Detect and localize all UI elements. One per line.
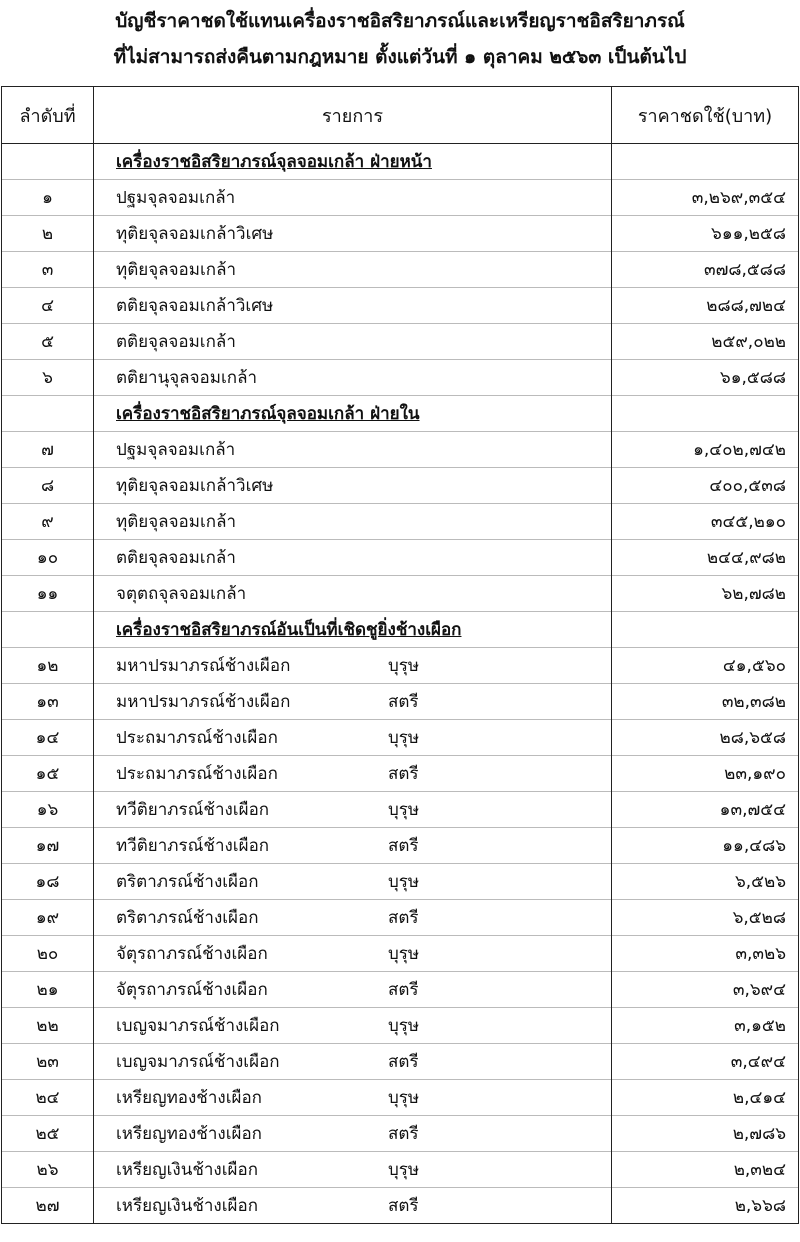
item-price: ๖,๕๒๘: [612, 900, 799, 936]
table-row: [2, 468, 799, 504]
item-cell: [94, 648, 612, 684]
item-name: ตติยจุลจอมเกล้า: [116, 332, 236, 352]
item-gender: สตรี: [388, 764, 419, 784]
item-name: เบญจมาภรณ์ช้างเผือก: [116, 1016, 280, 1036]
item-price: ๔๐๐,๕๓๘: [612, 468, 799, 504]
table-row: [2, 1116, 799, 1152]
row-number: ๓: [2, 252, 94, 288]
item-gender: บุรุษ: [388, 1160, 420, 1180]
item-name: ประถมาภรณ์ช้างเผือก: [116, 728, 278, 748]
item-gender: สตรี: [388, 1052, 419, 1072]
item-price: ๓,๒๖๙,๓๕๔: [612, 180, 799, 216]
item-gender: สตรี: [388, 1124, 419, 1144]
row-number: ๑๒: [2, 648, 94, 684]
item-gender: บุรุษ: [388, 872, 420, 892]
item-gender: สตรี: [388, 1196, 419, 1216]
section-number-cell: [2, 144, 94, 180]
item-name: ปฐมจุลจอมเกล้า: [116, 440, 236, 460]
section-title-cell: [94, 612, 612, 648]
section-number-cell: [2, 396, 94, 432]
item-name: ทุติยจุลจอมเกล้า: [116, 260, 237, 280]
item-price: ๒,๖๖๘: [612, 1188, 799, 1224]
row-number: ๒๕: [2, 1116, 94, 1152]
item-price: ๓,๓๒๖: [612, 936, 799, 972]
row-number: ๒๐: [2, 936, 94, 972]
table-row: [2, 324, 799, 360]
item-gender: บุรุษ: [388, 1088, 420, 1108]
row-number: ๒๔: [2, 1080, 94, 1116]
item-price: ๔๑,๕๖๐: [612, 648, 799, 684]
section-title-cell: [94, 144, 612, 180]
item-name: ทุติยจุลจอมเกล้า: [116, 512, 237, 532]
item-name: ปฐมจุลจอมเกล้า: [116, 188, 236, 208]
item-price: ๒๕๙,๐๒๒: [612, 324, 799, 360]
row-number: ๑๙: [2, 900, 94, 936]
table-row: [2, 504, 799, 540]
row-number: ๑: [2, 180, 94, 216]
section-price-cell: [612, 144, 799, 180]
item-gender: บุรุษ: [388, 1016, 420, 1036]
item-cell: [94, 1116, 612, 1152]
section-title: เครื่องราชอิสริยาภรณ์อันเป็นที่เชิดชูยิ่งช้างเผือก: [116, 620, 462, 640]
table-row: [2, 180, 799, 216]
item-price: ๑๑,๔๘๖: [612, 828, 799, 864]
item-name: จัตุรถาภรณ์ช้างเผือก: [116, 980, 268, 1000]
table-row: [2, 432, 799, 468]
table-row: [2, 1080, 799, 1116]
item-name: ตติยจุลจอมเกล้า: [116, 548, 236, 568]
item-name: ตติยจุลจอมเกล้าวิเศษ: [116, 296, 274, 316]
table-row: [2, 720, 799, 756]
item-gender: บุรุษ: [388, 800, 420, 820]
row-number: ๑๖: [2, 792, 94, 828]
item-price: ๓,๑๕๒: [612, 1008, 799, 1044]
item-name: ทุติยจุลจอมเกล้าวิเศษ: [116, 224, 274, 244]
row-number: ๑๐: [2, 540, 94, 576]
item-name: เหรียญทองช้างเผือก: [116, 1124, 262, 1144]
column-header-price: ราคาชดใช้(บาท): [612, 87, 799, 144]
column-header-number: ลำดับที่: [2, 87, 94, 144]
item-name: เหรียญเงินช้างเผือก: [116, 1160, 258, 1180]
item-cell: [94, 756, 612, 792]
item-name: จตุตถจุลจอมเกล้า: [116, 584, 247, 604]
item-price: ๑๓,๗๕๔: [612, 792, 799, 828]
section-price-cell: [612, 396, 799, 432]
item-cell: [94, 864, 612, 900]
item-price: ๓,๖๙๔: [612, 972, 799, 1008]
table-row: [2, 216, 799, 252]
item-gender: สตรี: [388, 980, 419, 1000]
item-price: ๒๓,๑๙๐: [612, 756, 799, 792]
price-table: [1, 86, 799, 1224]
table-row: [2, 972, 799, 1008]
item-cell: [94, 936, 612, 972]
row-number: ๒๗: [2, 1188, 94, 1224]
item-cell: [94, 1080, 612, 1116]
table-row: [2, 288, 799, 324]
item-price: ๖๒,๗๘๒: [612, 576, 799, 612]
item-cell: [94, 576, 612, 612]
item-name: ตริตาภรณ์ช้างเผือก: [116, 872, 259, 892]
row-number: ๒๓: [2, 1044, 94, 1080]
table-row: [2, 792, 799, 828]
table-body: [2, 144, 799, 1224]
item-cell: [94, 684, 612, 720]
table-row: [2, 684, 799, 720]
item-cell: [94, 252, 612, 288]
item-gender: บุรุษ: [388, 656, 420, 676]
item-price: ๒,๗๘๖: [612, 1116, 799, 1152]
row-number: ๑๓: [2, 684, 94, 720]
row-number: ๒: [2, 216, 94, 252]
item-price: ๒,๔๑๔: [612, 1080, 799, 1116]
row-number: ๑๕: [2, 756, 94, 792]
document-title-line-2: ที่ไม่สามารถส่งคืนตามกฎหมาย ตั้งแต่วันที่ ๑ ตุลาคม ๒๕๖๓ เป็นต้นไป: [113, 46, 687, 68]
item-gender: สตรี: [388, 692, 419, 712]
item-price: ๓๒,๓๘๒: [612, 684, 799, 720]
item-cell: [94, 468, 612, 504]
section-price-cell: [612, 612, 799, 648]
item-price: ๖,๕๒๖: [612, 864, 799, 900]
item-price: ๓,๔๙๔: [612, 1044, 799, 1080]
item-name: มหาปรมาภรณ์ช้างเผือก: [116, 692, 291, 712]
row-number: ๒๒: [2, 1008, 94, 1044]
row-number: ๗: [2, 432, 94, 468]
item-cell: [94, 1008, 612, 1044]
section-header-row: [2, 144, 799, 180]
item-gender: บุรุษ: [388, 944, 420, 964]
item-cell: [94, 360, 612, 396]
table-row: [2, 936, 799, 972]
table-row: [2, 1044, 799, 1080]
table-row: [2, 828, 799, 864]
item-name: เหรียญทองช้างเผือก: [116, 1088, 262, 1108]
item-cell: [94, 324, 612, 360]
item-cell: [94, 792, 612, 828]
section-number-cell: [2, 612, 94, 648]
item-cell: [94, 828, 612, 864]
row-number: ๑๑: [2, 576, 94, 612]
row-number: ๑๔: [2, 720, 94, 756]
section-title: เครื่องราชอิสริยาภรณ์จุลจอมเกล้า ฝ่ายใน: [116, 404, 420, 424]
item-price: ๓๔๕,๒๑๐: [612, 504, 799, 540]
row-number: ๑๗: [2, 828, 94, 864]
table-row: [2, 1188, 799, 1224]
item-gender: สตรี: [388, 908, 419, 928]
row-number: ๒๑: [2, 972, 94, 1008]
row-number: ๙: [2, 504, 94, 540]
column-header-item: รายการ: [94, 87, 612, 144]
item-gender: สตรี: [388, 836, 419, 856]
table-row: [2, 360, 799, 396]
section-title: เครื่องราชอิสริยาภรณ์จุลจอมเกล้า ฝ่ายหน้า: [116, 152, 432, 172]
table-row: [2, 900, 799, 936]
item-price: ๓๗๘,๕๘๘: [612, 252, 799, 288]
item-cell: [94, 288, 612, 324]
item-cell: [94, 1188, 612, 1224]
item-name: ทุติยจุลจอมเกล้าวิเศษ: [116, 476, 274, 496]
item-price: ๒๘๘,๗๒๔: [612, 288, 799, 324]
table-header-row: [2, 87, 799, 144]
item-price: ๖๑๑,๒๕๘: [612, 216, 799, 252]
item-cell: [94, 180, 612, 216]
item-cell: [94, 1152, 612, 1188]
section-title-cell: [94, 396, 612, 432]
item-name: ประถมาภรณ์ช้างเผือก: [116, 764, 278, 784]
item-name: ตริตาภรณ์ช้างเผือก: [116, 908, 259, 928]
item-name: จัตุรถาภรณ์ช้างเผือก: [116, 944, 268, 964]
section-header-row: [2, 396, 799, 432]
item-name: ทวีติยาภรณ์ช้างเผือก: [116, 836, 270, 856]
row-number: ๔: [2, 288, 94, 324]
row-number: ๑๘: [2, 864, 94, 900]
row-number: ๕: [2, 324, 94, 360]
document-title-line-1: บัญชีราคาชดใช้แทนเครื่องราชอิสริยาภรณ์และเหรียญราชอิสริยาภรณ์: [115, 10, 685, 32]
item-price: ๒๔๔,๙๘๒: [612, 540, 799, 576]
item-name: เบญจมาภรณ์ช้างเผือก: [116, 1052, 280, 1072]
item-name: ตติยานุจุลจอมเกล้า: [116, 368, 258, 388]
item-price: ๖๑,๕๘๘: [612, 360, 799, 396]
item-name: ทวีติยาภรณ์ช้างเผือก: [116, 800, 270, 820]
table-row: [2, 252, 799, 288]
section-header-row: [2, 612, 799, 648]
item-cell: [94, 900, 612, 936]
item-name: เหรียญเงินช้างเผือก: [116, 1196, 258, 1216]
table-row: [2, 864, 799, 900]
row-number: ๘: [2, 468, 94, 504]
table-row: [2, 1008, 799, 1044]
item-name: มหาปรมาภรณ์ช้างเผือก: [116, 656, 291, 676]
table-row: [2, 576, 799, 612]
item-cell: [94, 720, 612, 756]
row-number: ๒๖: [2, 1152, 94, 1188]
item-gender: บุรุษ: [388, 728, 420, 748]
item-cell: [94, 504, 612, 540]
item-cell: [94, 432, 612, 468]
table-row: [2, 756, 799, 792]
item-price: ๒,๓๒๔: [612, 1152, 799, 1188]
table-row: [2, 540, 799, 576]
item-price: ๑,๔๐๒,๗๔๒: [612, 432, 799, 468]
item-cell: [94, 216, 612, 252]
item-cell: [94, 540, 612, 576]
row-number: ๖: [2, 360, 94, 396]
table-row: [2, 1152, 799, 1188]
item-price: ๒๘,๖๕๘: [612, 720, 799, 756]
item-cell: [94, 972, 612, 1008]
item-cell: [94, 1044, 612, 1080]
table-row: [2, 648, 799, 684]
